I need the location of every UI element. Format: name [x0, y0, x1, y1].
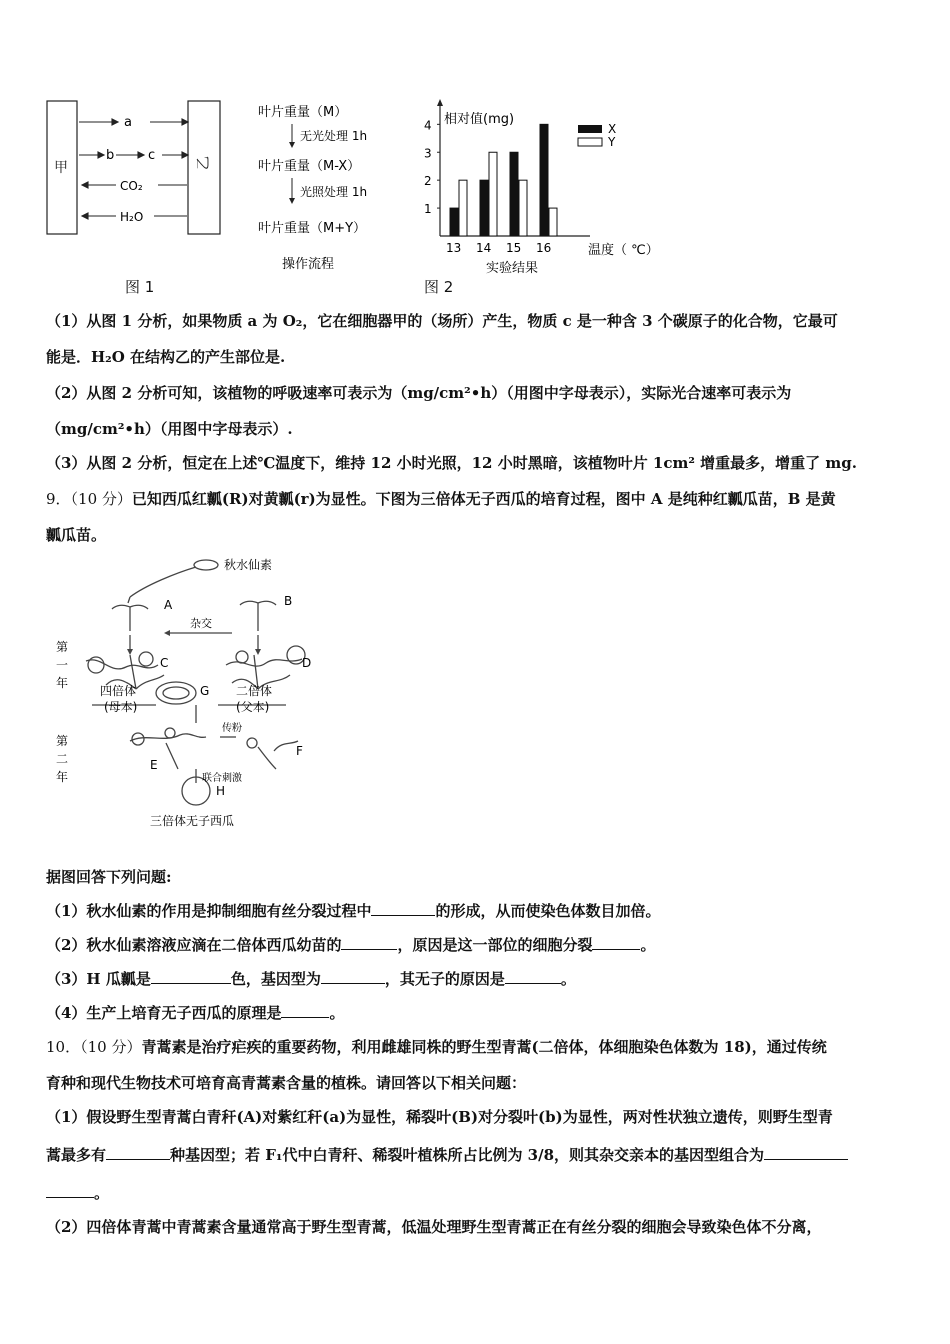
- figure-2-caption: 图 2: [424, 278, 454, 296]
- label-h: H: [216, 784, 226, 798]
- bar-Y-13: [459, 180, 467, 236]
- q10-stem-line2: 育种和现代生物技术可培育高青蒿素含量的植株。请回答以下相关问题：: [46, 1074, 527, 1092]
- q9-sub2-post: 。: [640, 936, 656, 954]
- q9-stem-line1: [46, 488, 836, 510]
- flow-step-1: 叶片重量（M）: [258, 105, 348, 120]
- label-tetraploid: 四倍体: [100, 684, 137, 698]
- q9-sub2: [46, 934, 655, 956]
- bar-X-15: [510, 152, 518, 236]
- q10-blank-1[interactable]: [106, 1145, 170, 1160]
- bar-Y-15: [519, 180, 527, 236]
- q8-part1-line2: 能是．H₂O 在结构乙的产生部位是.: [46, 348, 286, 366]
- q9-blank-6[interactable]: [505, 969, 561, 984]
- q8-part2-line2: （mg/cm²•h）（用图中字母表示）.: [46, 420, 293, 438]
- legend-swatch-y: [578, 138, 602, 146]
- bar-Y-16: [549, 208, 557, 236]
- q9-sub1: [46, 900, 660, 922]
- label-colchicine: 秋水仙素: [224, 558, 273, 572]
- label-c: C: [160, 656, 169, 670]
- label-triploid: 三倍体无子西瓜: [150, 814, 235, 828]
- q9-blank-5[interactable]: [321, 969, 385, 984]
- q10-sub1-mid: 种基因型；若 F₁代中白青秆、稀裂叶植株所占比例为 3/8，则其杂交亲本的基因型组合为: [170, 1146, 765, 1164]
- operation-flow-diagram: [258, 102, 398, 272]
- chart-ylabel: 相对值(mg): [444, 112, 515, 127]
- label-d: D: [302, 656, 312, 670]
- arrow-a-label: a: [124, 115, 132, 130]
- label-year-2: 第二年: [56, 734, 69, 784]
- figure-1-diagram: [46, 100, 222, 236]
- q10-number: 10．（10 分）: [46, 1038, 142, 1056]
- q10-sub1-line1: （1）假设野生型青蒿白青秆(A)对紫红秆(a)为显性，稀裂叶(B)对分裂叶(b)为显性，两对性状独立遗传，则野生型青: [46, 1108, 833, 1126]
- x-tick-label-15: 15: [506, 241, 522, 255]
- q9-blank-1[interactable]: [371, 901, 435, 916]
- box-jia-label: 甲: [54, 160, 68, 176]
- q9-sub4: [46, 1002, 344, 1024]
- bar-X-16: [540, 124, 548, 236]
- q9-sub1-pre: （1）秋水仙素的作用是抑制细胞有丝分裂过程中: [46, 902, 372, 920]
- flow-caption: 操作流程: [282, 257, 335, 272]
- x-tick-label-16: 16: [536, 241, 552, 255]
- q9-sub3-post: 。: [560, 970, 576, 988]
- flow-step-3: 叶片重量（M+Y）: [258, 221, 367, 236]
- y-tick-label-3: 3: [424, 146, 432, 161]
- flow-op-2: 光照处理 1h: [300, 185, 368, 199]
- box-yi-label: 乙: [196, 156, 212, 170]
- label-a: A: [164, 598, 173, 612]
- label-pollinate: 传粉: [222, 723, 242, 734]
- arrow-c-label: c: [148, 148, 156, 163]
- q8-part3: （3）从图 2 分析，恒定在上述℃温度下，维持 12 小时光照，12 小时黑暗，该植物叶片 1cm² 增重最多，增重了 mg.: [46, 454, 857, 472]
- arrow-b-label: b: [106, 148, 115, 163]
- label-g: G: [200, 684, 210, 698]
- q9-sub3: [46, 968, 576, 990]
- q10-sub1-line2: [46, 1144, 848, 1166]
- y-tick-label-4: 4: [424, 118, 432, 133]
- q9-stem-line2: 瓤瓜苗。: [46, 526, 107, 544]
- q10-blank-2-cont[interactable]: [46, 1183, 94, 1198]
- q9-number: 9．（10 分）: [46, 490, 132, 508]
- q10-sub1-line3: [46, 1182, 109, 1204]
- label-diploid: 二倍体: [236, 684, 273, 698]
- bar-X-13: [450, 208, 458, 236]
- q9-stem-a: 已知西瓜红瓤(R)对黄瓤(r)为显性。下图为三倍体无子西瓜的培育过程，图中 A 是纯种红瓤瓜苗，B 是黄: [131, 490, 836, 508]
- label-father: (父本): [236, 700, 270, 714]
- q10-stem-line1: [46, 1036, 827, 1058]
- bar-Y-14: [489, 152, 497, 236]
- label-cross: 杂交: [190, 617, 212, 630]
- q9-blank-2[interactable]: [341, 935, 397, 950]
- q9-blank-7[interactable]: [281, 1003, 329, 1018]
- q10-stem-a: 青蒿素是治疗疟疾的重要药物，利用雌雄同株的野生型青蒿(二倍体，体细胞染色体数为 18)，通过传统: [141, 1038, 827, 1056]
- chart-xlabel: 温度（ ℃）: [588, 243, 659, 258]
- bar-X-14: [480, 180, 488, 236]
- q9-sub1-post: 的形成，从而使染色体数目加倍。: [435, 902, 661, 920]
- q8-part1-line1: （1）从图 1 分析，如果物质 a 为 O₂，它在细胞器甲的（场所）产生，物质 c 是一种含 3 个碳原子的化合物，它最可: [46, 312, 838, 330]
- label-f: F: [296, 744, 303, 758]
- q9-sub4-pre: （4）生产上培育无子西瓜的原理是: [46, 1004, 282, 1022]
- flow-op-1: 无光处理 1h: [300, 129, 368, 143]
- y-tick-label-1: 1: [424, 202, 432, 217]
- q9-sub3-pre: （3）H 瓜瓤是: [46, 970, 151, 988]
- label-b: B: [284, 594, 293, 608]
- q9-sub3-mid1: 色，基因型为: [230, 970, 321, 988]
- q9-sub2-pre: （2）秋水仙素溶液应滴在二倍体西瓜幼苗的: [46, 936, 342, 954]
- arrow-co2-label: CO₂: [120, 179, 143, 193]
- flow-step-2: 叶片重量（M-X）: [258, 159, 361, 174]
- legend-label-x: X: [608, 122, 617, 136]
- q10-sub2: （2）四倍体青蒿中青蒿素含量通常高于野生型青蒿，低温处理野生型青蒿正在有丝分裂的细胞会导致染色体不分离，: [46, 1218, 822, 1236]
- q10-sub1-post: 。: [94, 1184, 110, 1202]
- legend-label-y: Y: [608, 135, 616, 149]
- x-tick-label-13: 13: [446, 241, 462, 255]
- q10-sub1-pre: 蒿最多有: [46, 1146, 107, 1164]
- q9-intro: 据图回答下列问题:: [46, 868, 172, 886]
- q9-blank-3[interactable]: [592, 935, 640, 950]
- label-mother: (母本): [104, 700, 138, 714]
- label-e: E: [150, 758, 158, 772]
- label-stimulate: 联合刺激: [202, 773, 242, 784]
- legend-swatch-x: [578, 125, 602, 133]
- watermelon-breeding-diagram: [46, 555, 336, 835]
- q9-sub4-post: 。: [329, 1004, 345, 1022]
- arrow-h2o-label: H₂O: [120, 210, 144, 224]
- q9-blank-4[interactable]: [151, 969, 231, 984]
- x-tick-label-14: 14: [476, 241, 492, 255]
- q9-sub3-mid2: ，其无子的原因是: [384, 970, 505, 988]
- y-tick-label-2: 2: [424, 174, 432, 189]
- figure-2-subcaption: 实验结果: [486, 261, 539, 276]
- figure-2-bar-chart: [418, 98, 668, 278]
- label-year-1: 第一年: [56, 640, 69, 690]
- q9-sub2-mid: ，原因是这一部位的细胞分裂: [397, 936, 593, 954]
- figure-1-caption: 图 1: [125, 278, 155, 296]
- q10-blank-2[interactable]: [764, 1145, 848, 1160]
- q8-part2-line1: （2）从图 2 分析可知，该植物的呼吸速率可表示为（mg/cm²•h）（用图中字母表示），实际光合速率可表示为: [46, 384, 792, 402]
